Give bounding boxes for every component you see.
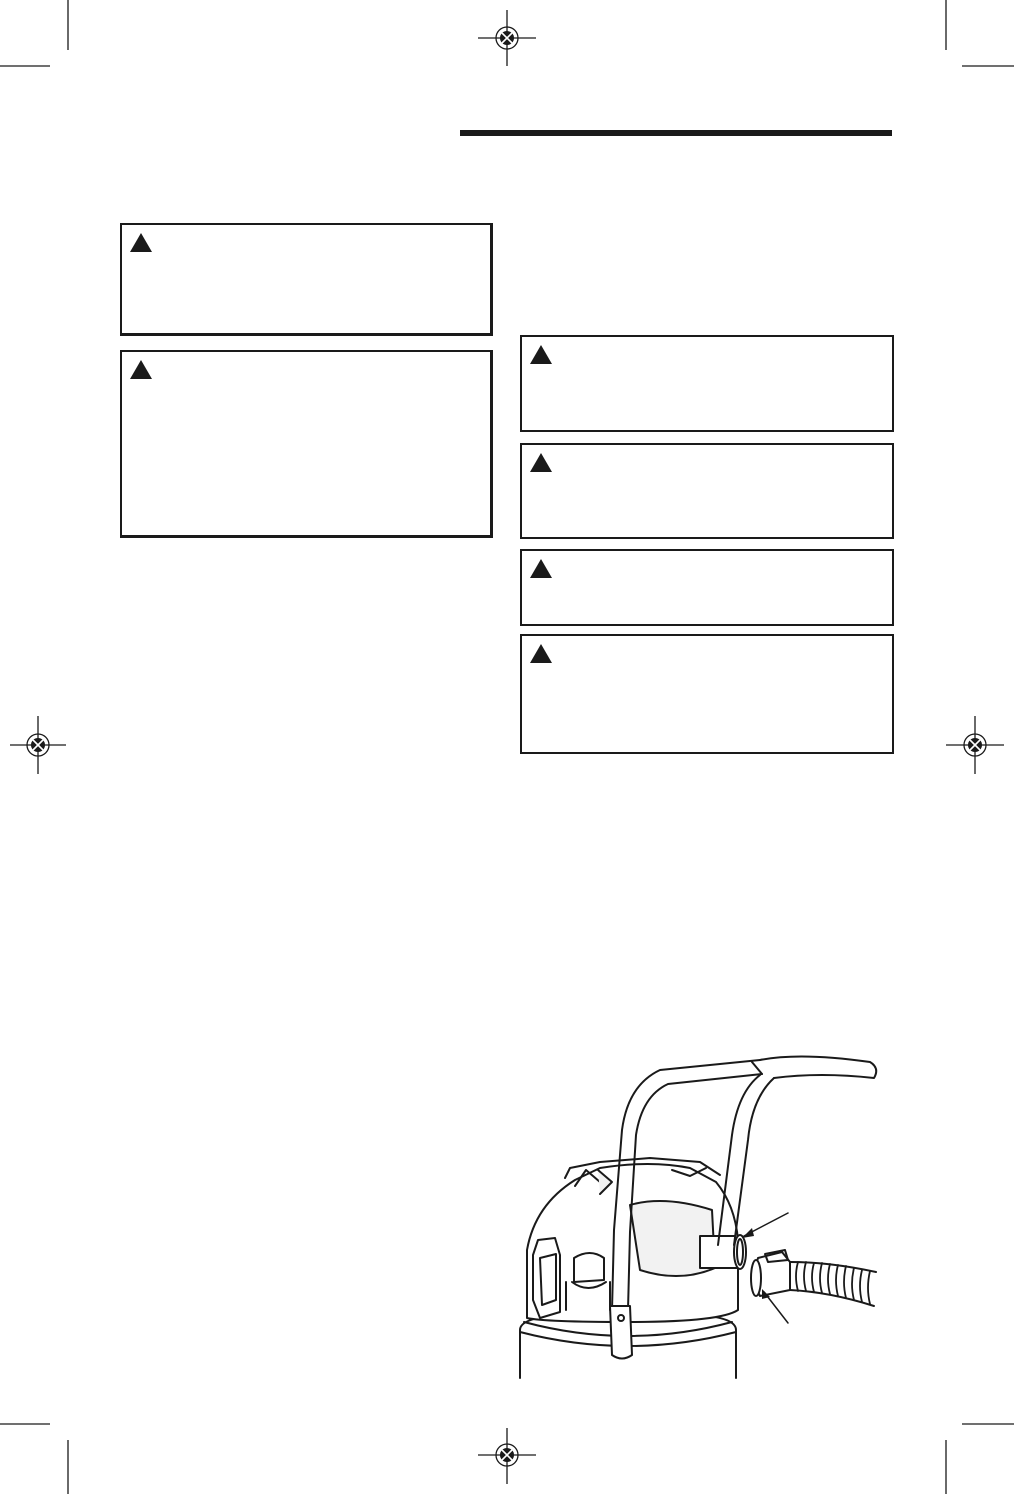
warning-box-right-4 [520,634,894,754]
warning-triangle-icon [130,233,152,252]
warning-triangle-icon [530,345,552,364]
warning-triangle-icon [530,559,552,578]
warning-box-left-1 [120,223,493,336]
section-header-rule [460,130,892,136]
warning-box-right-2 [520,443,894,539]
warning-box-right-1 [520,335,894,432]
vacuum-hose-illustration [505,1045,890,1380]
warning-box-right-3 [520,549,894,626]
warning-triangle-icon [530,644,552,663]
warning-triangle-icon [530,453,552,472]
warning-box-left-2 [120,350,493,538]
warning-triangle-icon [130,360,152,379]
